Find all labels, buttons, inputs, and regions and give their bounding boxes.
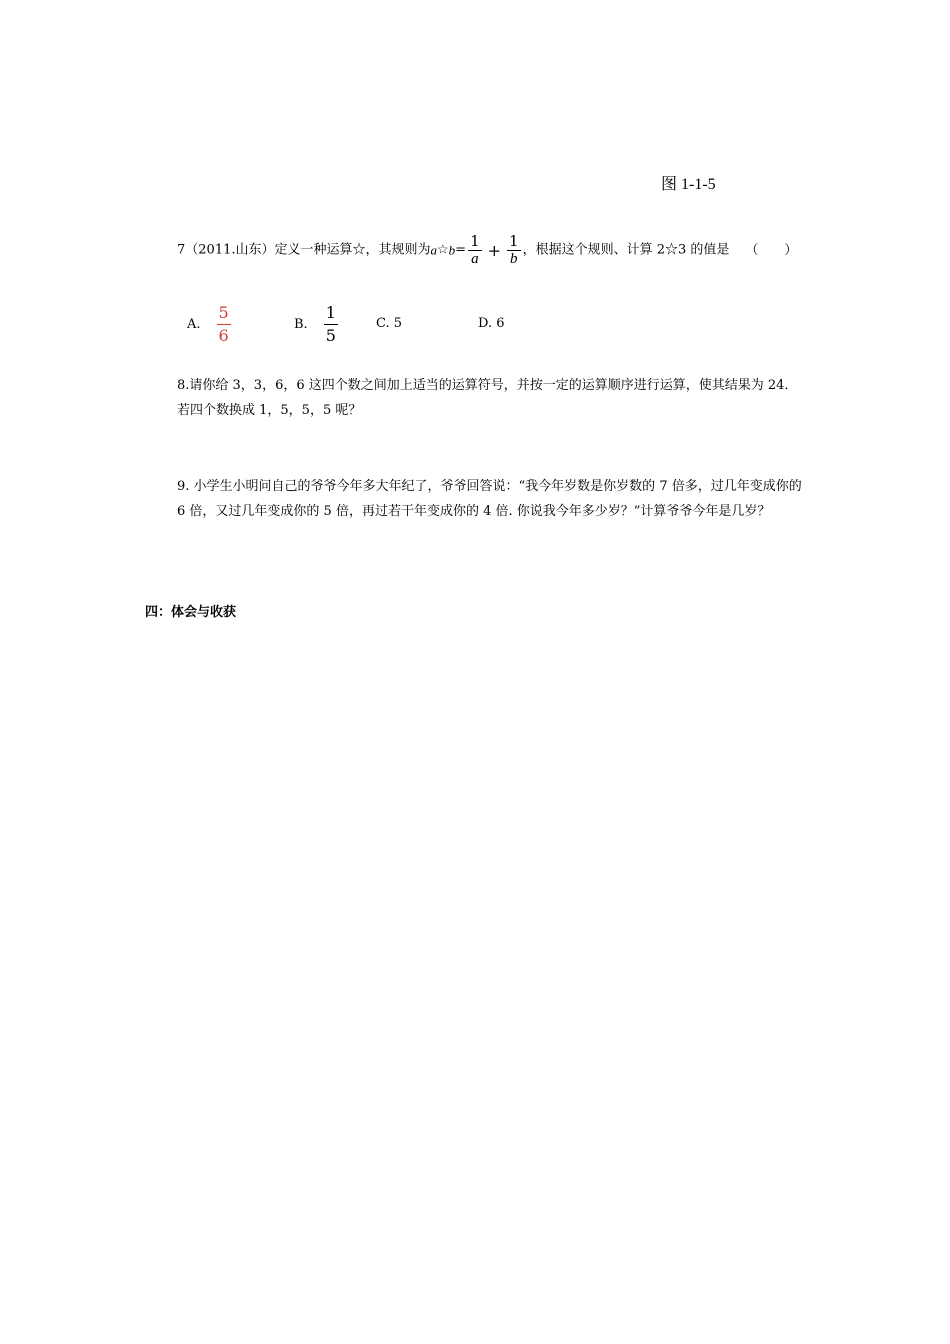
q7-answer-bracket: （ ） xyxy=(745,242,798,258)
question-7 xyxy=(177,233,797,268)
option-c: C. 5 xyxy=(376,316,403,331)
q7-prefix: 7（2011.山东）定义一种运算☆，其规则为 xyxy=(177,242,431,258)
option-d: D. 6 xyxy=(478,316,505,331)
q7-fraction-2 xyxy=(507,233,521,268)
option-b xyxy=(294,302,340,347)
option-b-fraction xyxy=(324,302,338,347)
q7-var-b: b xyxy=(448,242,456,258)
question-8: 8.请你给 3，3，6，6 这四个数之间加上适当的运算符号，并按一定的运算顺序进行运算，使其结果为 24．若四个数换成 1，5，5，5 呢？ xyxy=(177,378,798,418)
q7-frac1-numerator: 1 xyxy=(470,232,480,250)
q7-plus: + xyxy=(487,240,502,260)
option-b-label: B. xyxy=(294,317,308,332)
option-a-numerator: 5 xyxy=(218,303,229,322)
figure-caption: 图 1-1-5 xyxy=(661,176,716,193)
section-heading-4: 四：体会与收获 xyxy=(145,605,237,620)
option-a-denominator: 6 xyxy=(218,326,229,345)
option-b-numerator: 1 xyxy=(325,303,336,322)
option-b-denominator: 5 xyxy=(325,326,336,345)
question-9: 9. 小学生小明问自己的爷爷今年多大年纪了，爷爷回答说：“我今年岁数是你岁数的 7 倍多，过几年变成你的 6 倍，又过几年变成你的 5 倍，再过若干年变成你的 4 倍. 你说我今年多少岁？”计算爷爷今年是几岁？ xyxy=(177,479,802,519)
q7-suffix: ，根据这个规则、计算 2☆3 的值是 xyxy=(522,242,730,258)
q7-var-a: a xyxy=(430,242,437,258)
q7-fraction-1 xyxy=(468,233,482,268)
q7-star: ☆ xyxy=(437,242,449,258)
q7-equals: = xyxy=(455,242,467,258)
option-a-fraction xyxy=(217,302,231,347)
q7-frac2-numerator: 1 xyxy=(509,232,519,250)
q7-frac2-denominator: b xyxy=(510,251,518,267)
option-a xyxy=(187,302,233,347)
q7-frac1-denominator: a xyxy=(471,251,479,267)
option-a-label: A. xyxy=(187,317,201,332)
